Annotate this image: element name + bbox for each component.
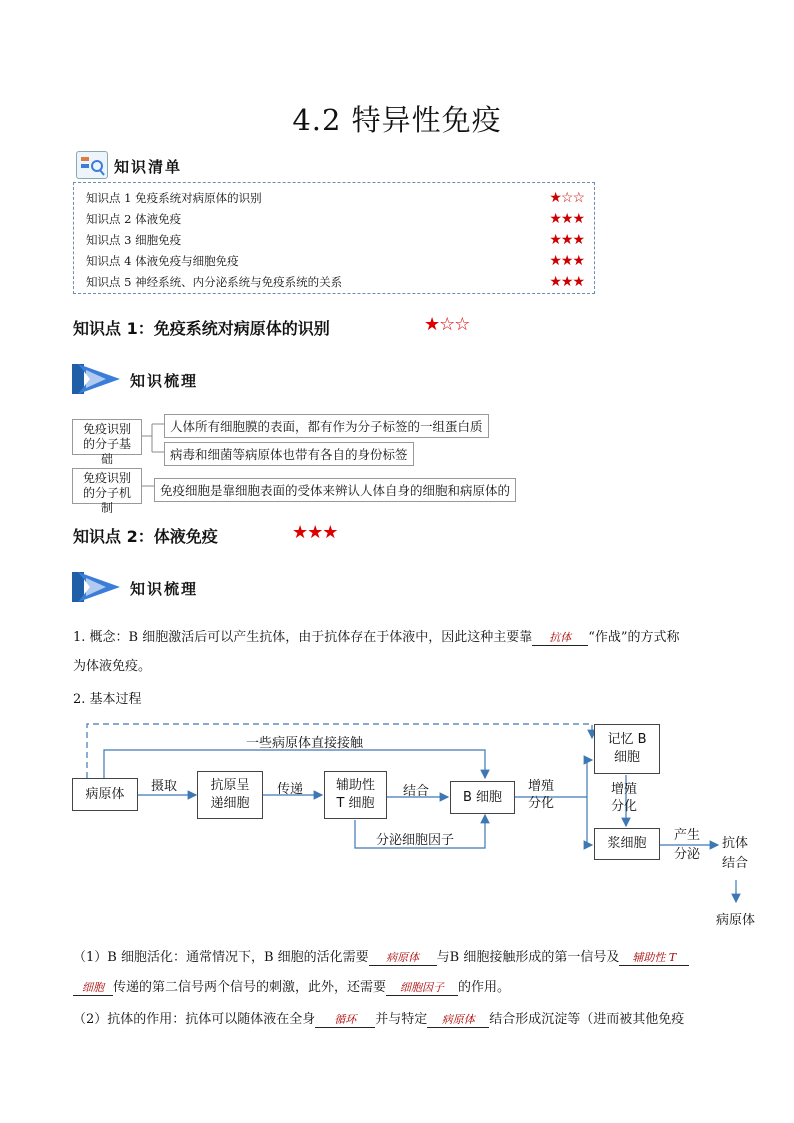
- flow-memory-b: 记忆 B 细胞: [594, 724, 660, 774]
- flow-pathogen: 病原体: [72, 778, 138, 811]
- para1-line2: 细胞 传递的第二信号两个信号的刺激，此外，还需要 细胞因子 的作用。: [73, 976, 510, 996]
- blank-helper-t-a: 辅助性 T: [619, 949, 689, 966]
- label-proliferate-1: 增殖分化: [528, 779, 555, 811]
- flow-plasma-cell: 浆细胞: [594, 828, 660, 860]
- para1-line1: （1）B 细胞活化：通常情况下，B 细胞的活化需要 病原体 与B 细胞接触形成的第一信号及 辅助性 T: [73, 946, 689, 966]
- concept-line2: 为体液免疫。: [73, 659, 152, 674]
- process-title: 2. 基本过程: [73, 692, 142, 707]
- flow-helper-t: 辅助性T 细胞: [324, 771, 387, 819]
- para2-line1: （2）抗体的作用：抗体可以随体液在全身 循环 并与特定 病原体 结合形成沉淀等（进而被其他免疫: [73, 1012, 685, 1027]
- page-title: 4.2 特异性免疫: [292, 103, 502, 137]
- toc-item: 知识点 4 体液免疫与细胞免疫 ★★★: [86, 253, 584, 269]
- label-pathogen-end: 病原体: [716, 913, 756, 928]
- mindmap-left2: 免疫识别的分子机制: [72, 468, 142, 504]
- banner-knowledge-list: 知识清单: [114, 158, 183, 176]
- section1-heading: 知识点 1：免疫系统对病原体的识别: [73, 319, 330, 338]
- flow-apc: 抗原呈递细胞: [197, 771, 263, 819]
- label-direct-contact: 一些病原体直接接触: [246, 736, 364, 751]
- section1-stars: ★☆☆: [424, 314, 470, 335]
- label-proliferate-2: 增殖分化: [611, 782, 638, 814]
- toc-item: 知识点 2 体液免疫 ★★★: [86, 211, 584, 227]
- section2-stars: ★★★: [292, 522, 338, 543]
- banner-knowledge-review: 知识梳理: [130, 580, 199, 598]
- mindmap-right1b: 病毒和细菌等病原体也带有各自的身份标签: [164, 442, 414, 466]
- blank-pathogen-2: 病原体: [427, 1011, 489, 1028]
- label-bind: 结合: [403, 784, 430, 799]
- label-present: 传递: [277, 782, 304, 797]
- label-cytokine: 分泌细胞因子: [376, 833, 455, 848]
- mindmap-right2: 免疫细胞是靠细胞表面的受体来辨认人体自身的细胞和病原体的: [154, 478, 516, 502]
- banner-knowledge-review: 知识梳理: [130, 372, 199, 390]
- concept-line1: 1. 概念：B 细胞激活后可以产生抗体，由于抗体存在于体液中，因此这种主要靠 抗体 “作战”的方式称: [73, 630, 680, 645]
- toc-item: 知识点 5 神经系统、内分泌系统与免疫系统的关系 ★★★: [86, 274, 584, 290]
- blank-helper-t-b: 细胞: [73, 979, 113, 996]
- blank-circulation: 循环: [315, 1011, 375, 1028]
- label-antibody-bind: 抗体结合: [722, 836, 749, 871]
- blank-cytokine: 细胞因子: [386, 979, 458, 996]
- toc-item: 知识点 3 细胞免疫 ★★★: [86, 232, 584, 248]
- toc-item: 知识点 1 免疫系统对病原体的识别 ★☆☆: [86, 190, 584, 206]
- mindmap-right1a: 人体所有细胞膜的表面，都有作为分子标签的一组蛋白质: [164, 414, 489, 438]
- flow-b-cell: B 细胞: [450, 781, 515, 814]
- label-take: 摄取: [151, 779, 178, 794]
- section2-heading: 知识点 2：体液免疫: [73, 527, 218, 546]
- blank-antibody: 抗体: [532, 629, 588, 646]
- mindmap-left1: 免疫识别的分子基础: [72, 419, 142, 455]
- label-produce-secrete: 产生分泌: [674, 828, 701, 862]
- blank-pathogen: 病原体: [369, 949, 437, 966]
